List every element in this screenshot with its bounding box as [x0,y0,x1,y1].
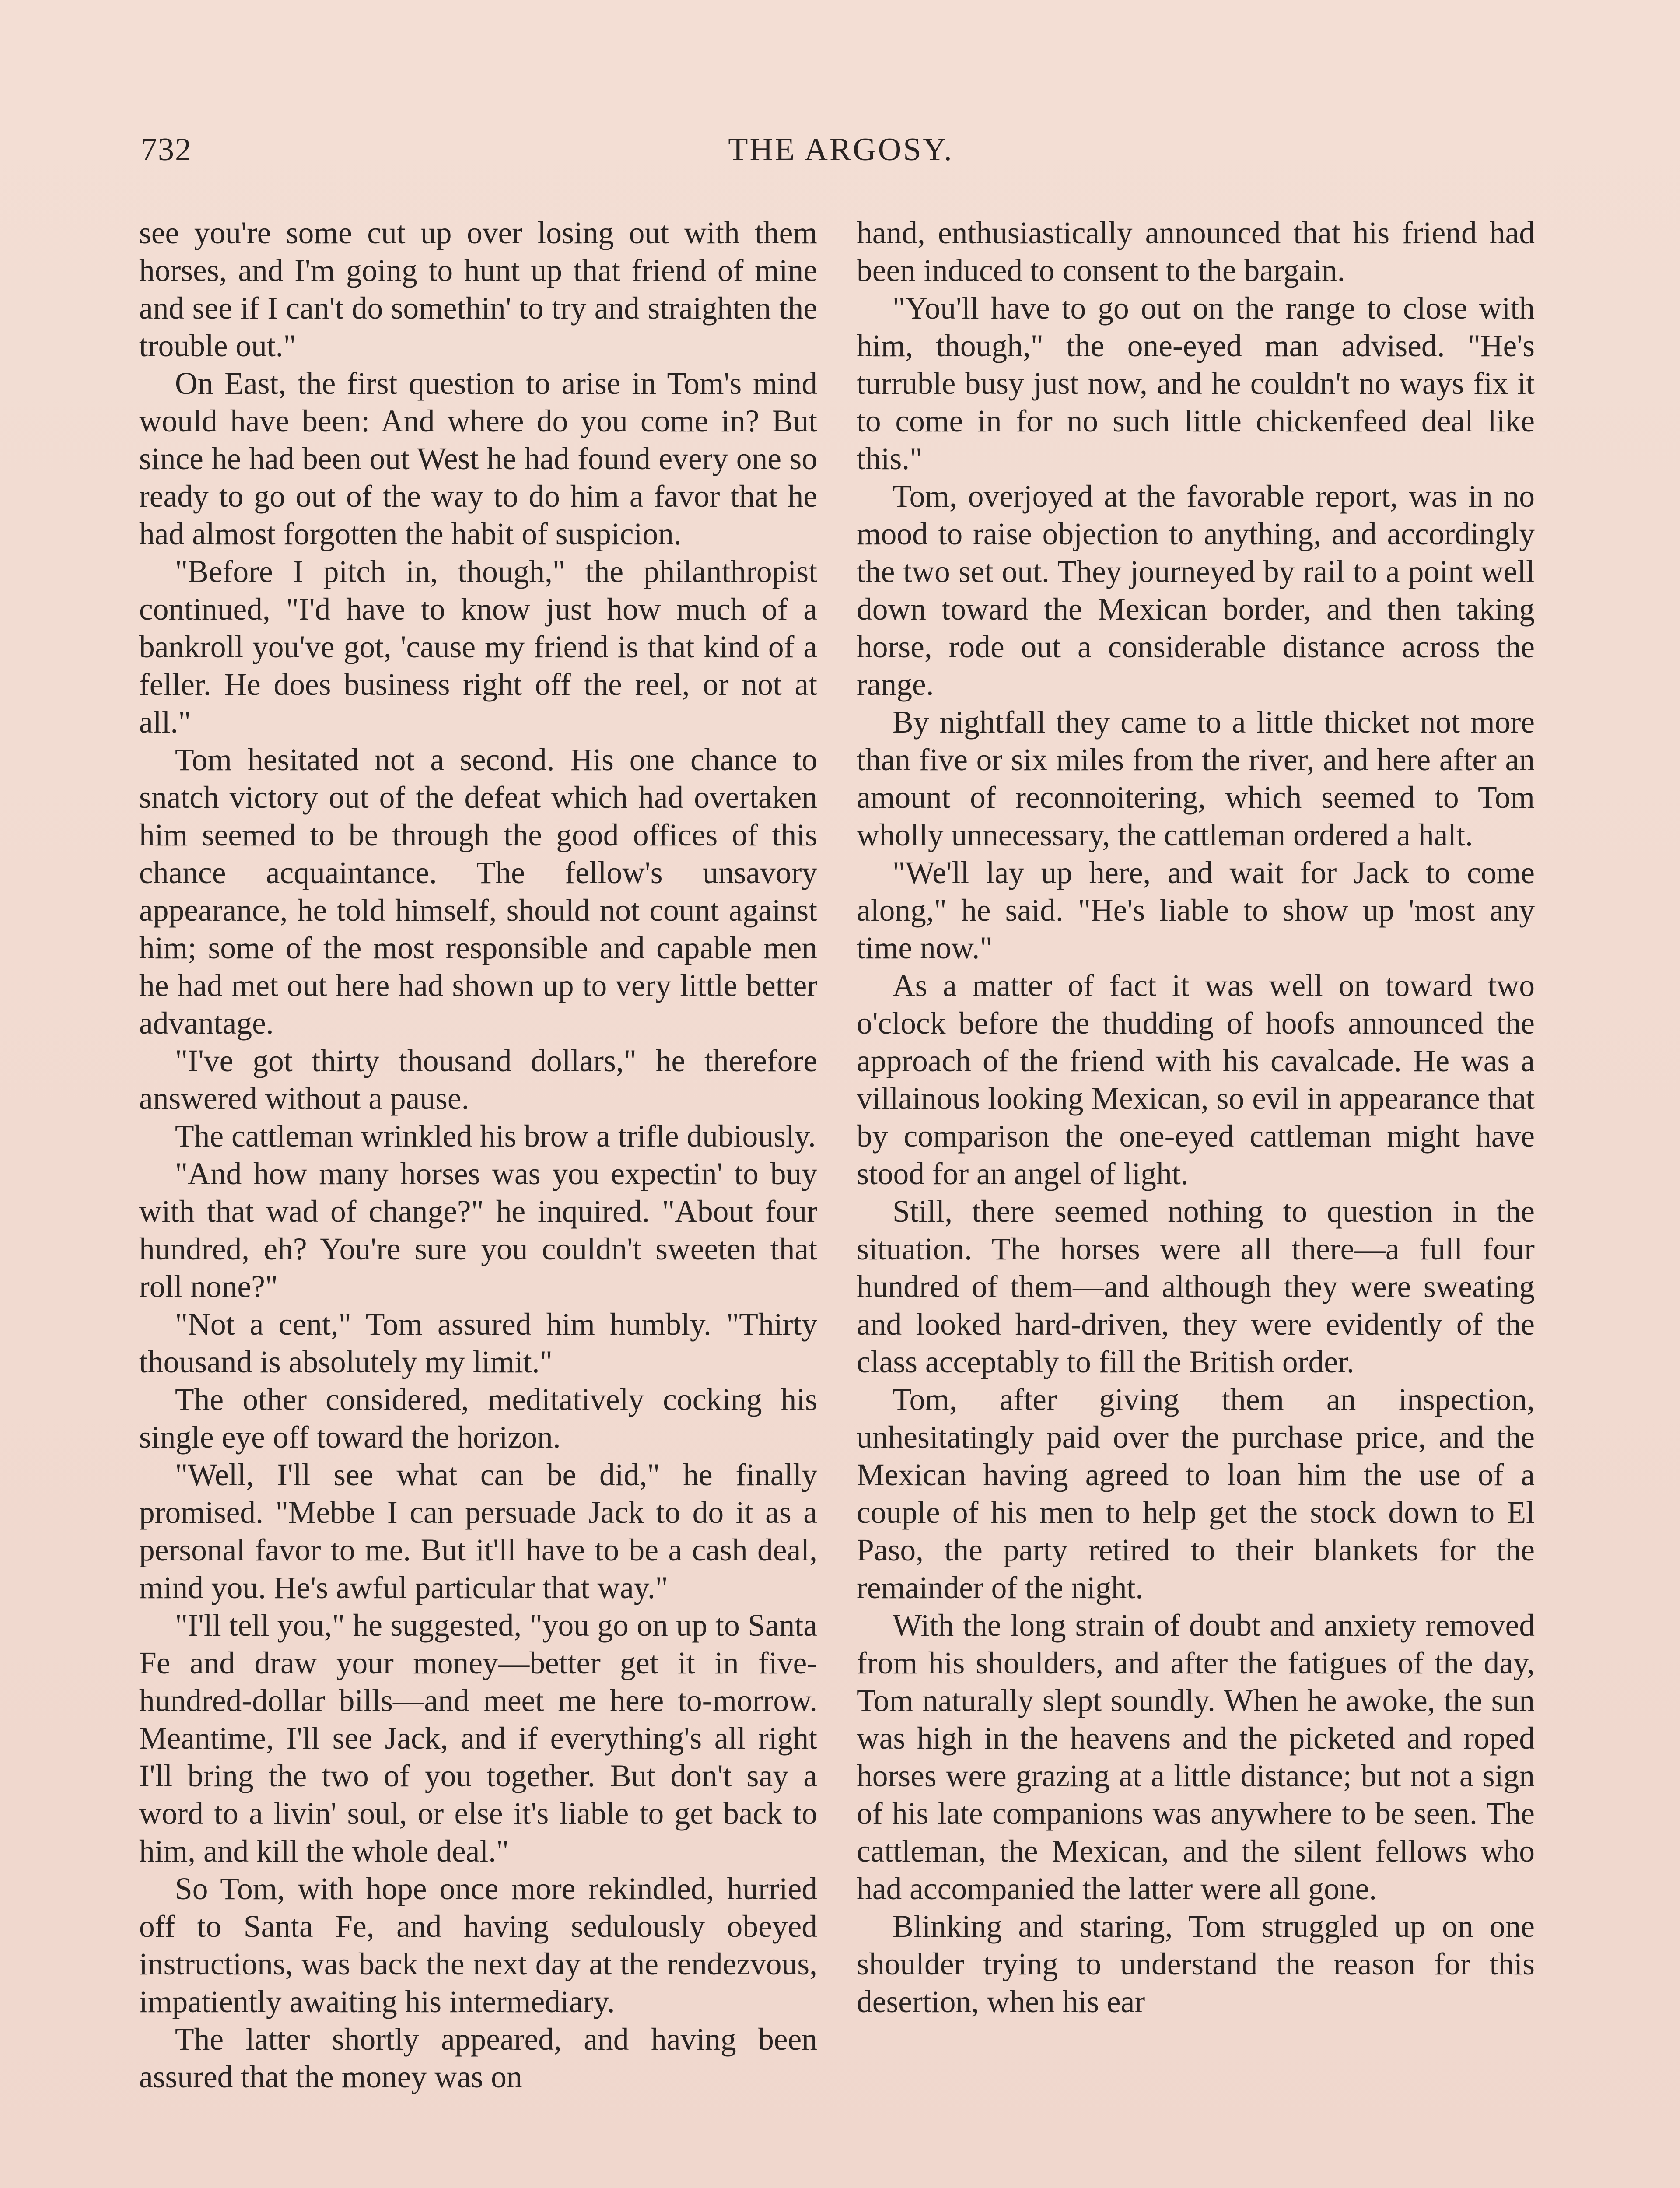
paragraph: "Before I pitch in, though," the philanthropist continued, "I'd have to know just how much of a bankroll you've got, 'cause my friend is that kind of a feller. He does business right off the reel, or not at all." [139,554,817,740]
paragraph: Blinking and staring, Tom struggled up on one shoulder trying to understand the reason for this desertion, when his ear [857,1909,1535,2019]
paragraph: The cattleman wrinkled his brow a trifle dubiously. [175,1119,816,1154]
left-column [139,214,817,2096]
right-column [857,214,1535,2021]
paragraph: The latter shortly appeared, and having been assured that the money was on [139,2022,817,2094]
paragraph: So Tom, with hope once more rekindled, hurried off to Santa Fe, and having sedulously obeyed instructions, was back the next day at the rendezvous, impatiently awaiting his intermediary. [139,1872,817,2019]
paragraph: "You'll have to go out on the range to close with him, though," the one-eyed man advised. "He's turruble busy just now, and he couldn't no ways fix it to come in for no such little chickenfeed deal like this." [857,291,1535,476]
paragraph: Tom hesitated not a second. His one chance to snatch victory out of the defeat which had overtaken him seemed to be through the good offices of this chance acquaintance. The fellow's unsavory appearance, he told himself, should not count against him; some of the most responsible and capable men he had met out here had shown up to very little better advantage. [139,743,817,1041]
paragraph: By nightfall they came to a little thicket not more than five or six miles from the river, and here after an amount of reconnoitering, which seemed to Tom wholly unnecessary, the cattleman ordered a halt. [857,705,1535,852]
paragraph: "I'll tell you," he suggested, "you go on up to Santa Fe and draw your money—better get it in five-hundred-dollar bills—and meet me here to-morrow. Meantime, I'll see Jack, and if everything's all right I'll bring the two of you together. But don't say a word to a livin' soul, or else it's liable to get back to him, and kill the whole deal." [139,1608,817,1869]
paragraph: On East, the first question to arise in Tom's mind would have been: And where do you come in? But since he had been out West he had found every one so ready to go out of the way to do him a favor that he had almost forgotten the habit of suspicion. [139,366,817,551]
paragraph: "We'll lay up here, and wait for Jack to come along," he said. "He's liable to show up 'most any time now." [857,856,1535,965]
paragraph: Tom, overjoyed at the favorable report, was in no mood to raise objection to anything, and accordingly the two set out. They journeyed by rail to a point well down toward the Mexican border, and then taking horse, rode out a considerable distance across the range. [857,479,1535,702]
paragraph: Still, there seemed nothing to question in the situation. The horses were all there—a full four hundred of them—and although they were sweating and looked hard-driven, they were evidently of the class acceptably to fill the British order. [857,1194,1535,1379]
running-head-title: THE ARGOSY. [728,132,954,168]
paragraph: "And how many horses was you expectin' to buy with that wad of change?" he inquired. "About four hundred, eh? You're sure you couldn't sweeten that roll none?" [139,1157,817,1304]
page-header [141,131,1541,184]
page-number: 732 [141,132,192,168]
paragraph: hand, enthusiastically announced that his friend had been induced to consent to the bargain. [857,216,1535,288]
paragraph: The other considered, meditatively cocking his single eye off toward the horizon. [139,1382,817,1455]
paragraph: As a matter of fact it was well on toward two o'clock before the thudding of hoofs announced the approach of the friend with his cavalcade. He was a villainous looking Mexican, so evil in appearance that by comparison the one-eyed cattleman might have stood for an angel of light. [857,968,1535,1191]
paragraph: With the long strain of doubt and anxiety removed from his shoulders, and after the fatigues of the day, Tom naturally slept soundly. When he awoke, the sun was high in the heavens and the picketed and roped horses were grazing at a little distance; but not a sign of his late companions was anywhere to be seen. The cattleman, the Mexican, and the silent fellows who had accompanied the latter were all gone. [857,1608,1535,1906]
paragraph: Tom, after giving them an inspection, unhesitatingly paid over the purchase price, and the Mexican having agreed to loan him the use of a couple of his men to help get the stock down to El Paso, the party retired to their blankets for the remainder of the night. [857,1382,1535,1605]
paragraph: see you're some cut up over losing out with them horses, and I'm going to hunt up that friend of mine and see if I can't do somethin' to try and straighten the trouble out." [139,216,817,363]
paragraph: "Well, I'll see what can be did," he finally promised. "Mebbe I can persuade Jack to do it as a personal favor to me. But it'll have to be a cash deal, mind you. He's awful particular that way." [139,1458,817,1605]
paragraph: "I've got thirty thousand dollars," he therefore answered without a pause. [139,1044,817,1116]
paragraph: "Not a cent," Tom assured him humbly. "Thirty thousand is absolutely my limit." [139,1307,817,1379]
